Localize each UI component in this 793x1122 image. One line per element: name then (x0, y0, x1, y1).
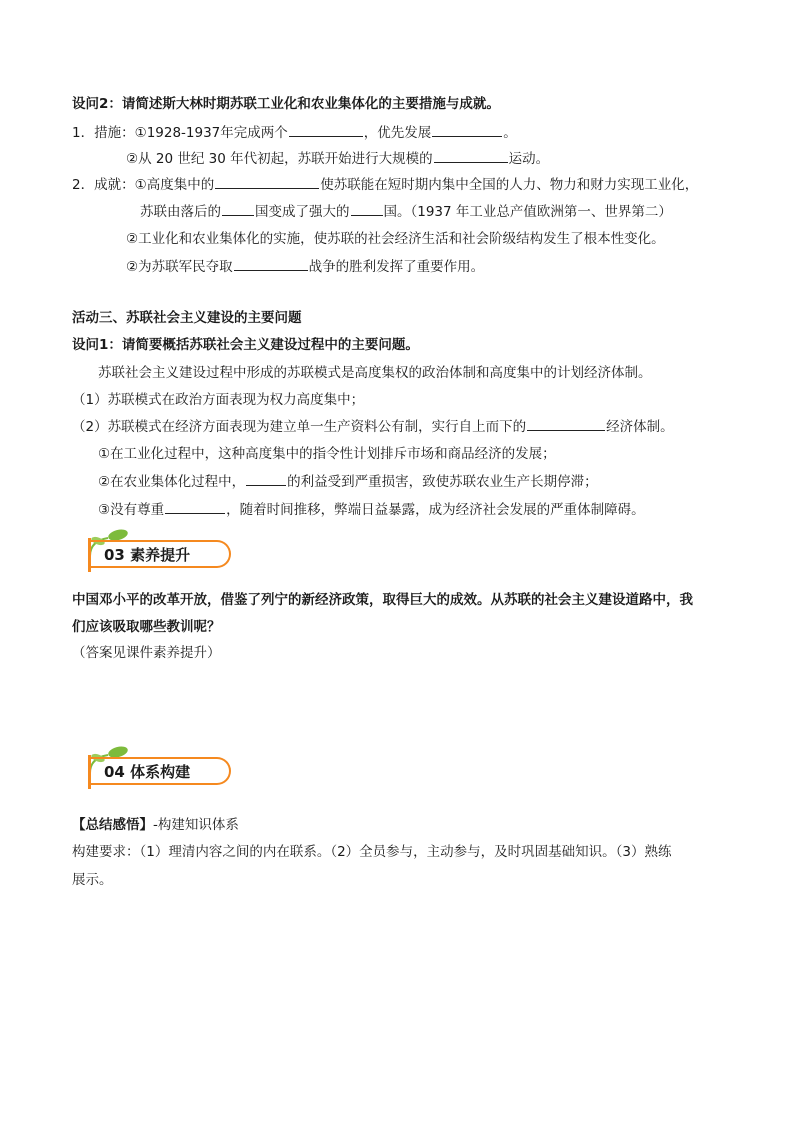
section-03-answer-note: （答案见课件素养提升） (72, 645, 221, 661)
blank[interactable] (165, 499, 225, 514)
blank[interactable] (289, 122, 363, 137)
q2-measure-1: 1．措施：①1928-1937年完成两个 ，优先发展 。 (72, 122, 517, 143)
activity3-point-1: （1）苏联模式在政治方面表现为权力高度集中； (72, 392, 365, 408)
q2-achieve-2: 苏联由落后的 国变成了强大的 国。（1937 年工业总产值欧洲第一、世界第二） (140, 201, 672, 222)
section-04-badge (70, 745, 235, 793)
activity3-point-2: （2）苏联模式在经济方面表现为建立单一生产资料公有制，实行自上而下的 经济体制。 (72, 416, 674, 437)
blank[interactable] (351, 201, 383, 216)
blank[interactable] (527, 416, 605, 431)
section-04-requirement-line-2: 展示。 (72, 872, 113, 888)
section-03-question-line-2: 们应该吸取哪些教训呢？ (72, 619, 221, 635)
q2-achieve-1: 2．成就：①高度集中的 使苏联能在短时期内集中全国的人力、物力和财力实现工业化， (72, 174, 698, 195)
activity3-sub-2: ②在农业集体化过程中， 的利益受到严重损害，致使苏联农业生产长期停滞； (98, 471, 598, 492)
blank[interactable] (222, 201, 254, 216)
activity3-question-1: 设问1：请简要概括苏联社会主义建设过程中的主要问题。 (72, 337, 419, 353)
q2-measure-2: ②从 20 世纪 30 年代初起，苏联开始进行大规模的 运动。 (126, 148, 549, 169)
q2-achieve-3: ②工业化和农业集体化的实施，使苏联的社会经济生活和社会阶级结构发生了根本性变化。 (126, 231, 665, 247)
section-03-badge (70, 528, 235, 576)
blank[interactable] (215, 174, 319, 189)
activity3-sub-1: ①在工业化过程中，这种高度集中的指令性计划排斥市场和商品经济的发展； (98, 446, 556, 462)
activity3-intro: 苏联社会主义建设过程中形成的苏联模式是高度集权的政治体制和高度集中的计划经济体制。 (98, 365, 652, 381)
q2-achieve-4: ②为苏联军民夺取 战争的胜利发挥了重要作用。 (126, 256, 484, 277)
blank[interactable] (234, 256, 308, 271)
q2-title: 设问2：请简述斯大林时期苏联工业化和农业集体化的主要措施与成就。 (72, 96, 500, 112)
section-04-summary: 【总结感悟】-构建知识体系 (72, 817, 239, 833)
section-04-requirement-line-1: 构建要求：（1）理清内容之间的内在联系。（2）全员参与，主动参与，及时巩固基础知识。（3）熟练 (72, 844, 672, 860)
section-03-question-line-1: 中国邓小平的改革开放，借鉴了列宁的新经济政策，取得巨大的成效。从苏联的社会主义建设道路中，我 (72, 592, 693, 608)
blank[interactable] (434, 148, 508, 163)
blank[interactable] (246, 471, 286, 486)
blank[interactable] (432, 122, 502, 137)
activity3-sub-3: ③没有尊重 ，随着时间推移，弊端日益暴露，成为经济社会发展的严重体制障碍。 (98, 499, 645, 520)
section-04-label: 04 体系构建 (104, 763, 191, 781)
section-03-label: 03 素养提升 (104, 546, 191, 564)
activity3-title: 活动三、苏联社会主义建设的主要问题 (72, 310, 302, 326)
